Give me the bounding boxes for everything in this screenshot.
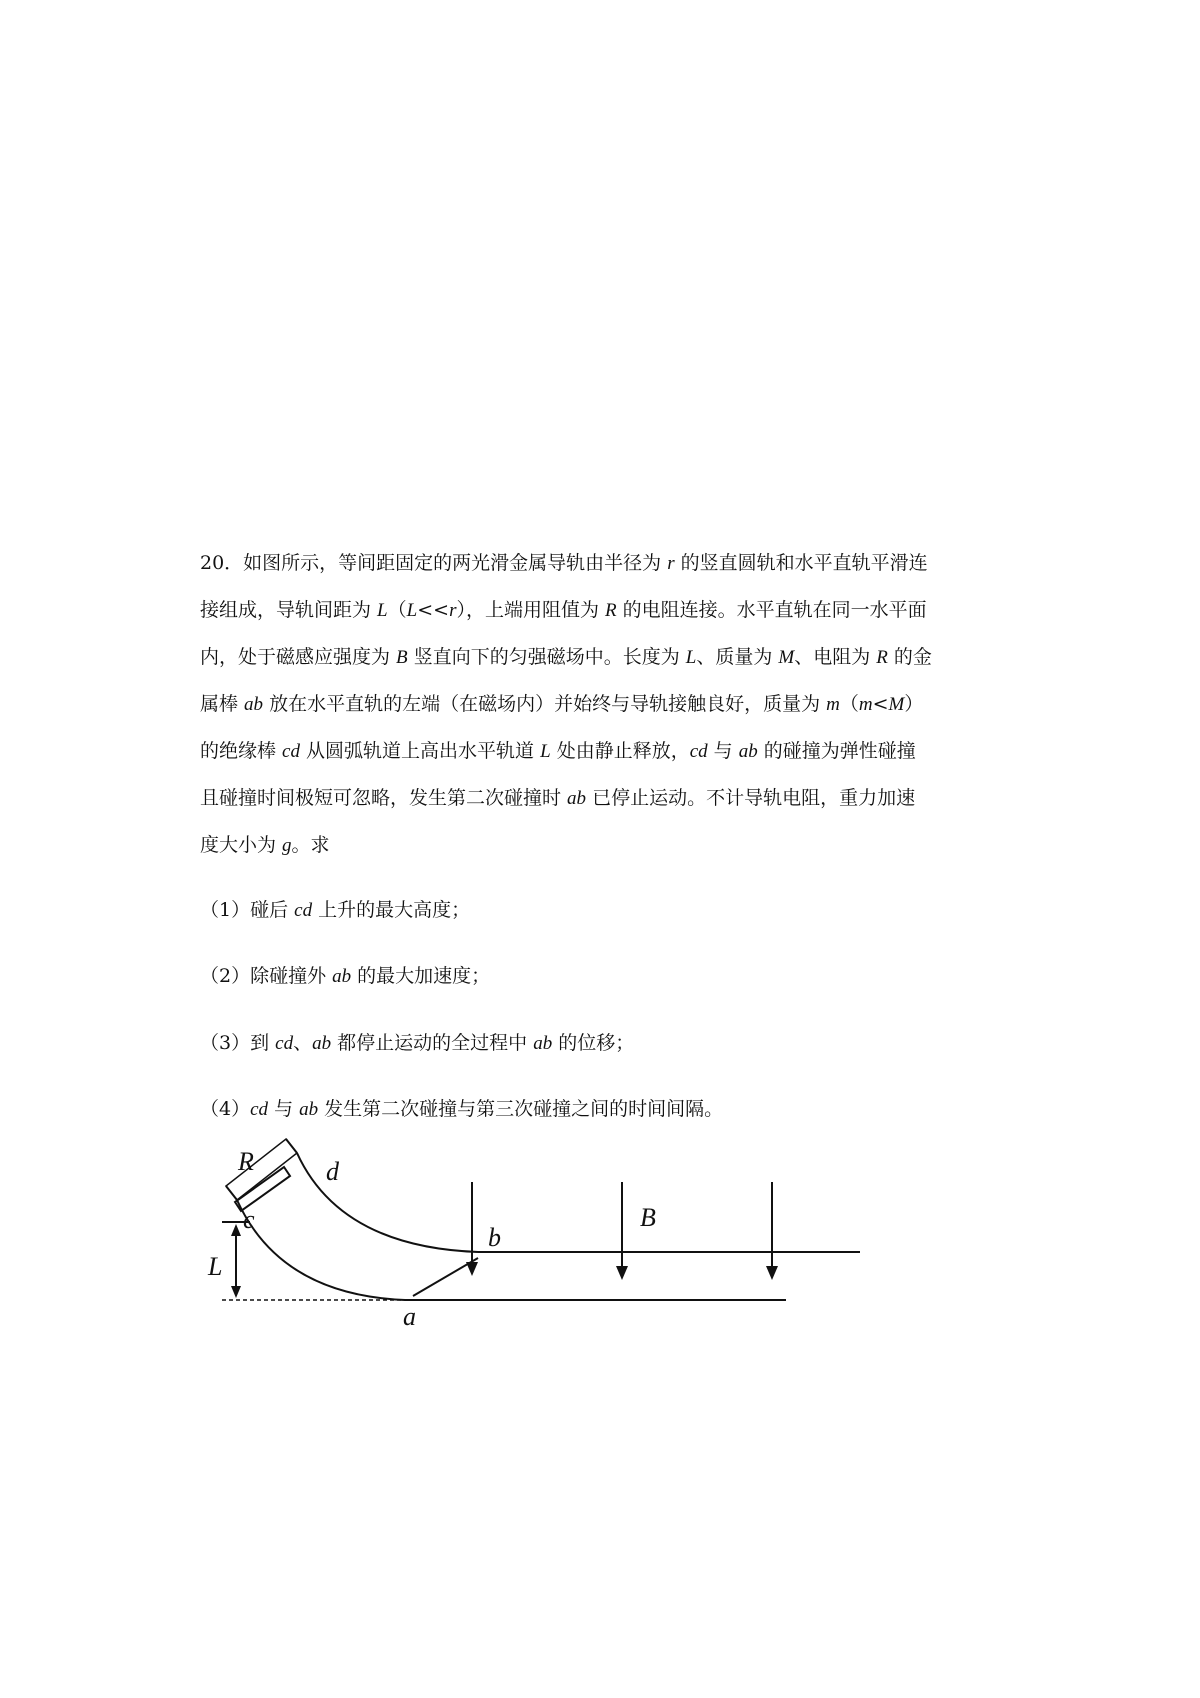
text-run: 的位移； (552, 1032, 635, 1054)
text-run: 竖直向下的匀强磁场中。长度为 (407, 646, 686, 668)
italic-symbol: cd (294, 900, 313, 921)
italic-symbol: r (449, 600, 457, 621)
text-run: ） (904, 693, 924, 715)
italic-symbol: g (282, 835, 292, 856)
text-run: < (872, 693, 889, 715)
upper-arc-rail (297, 1153, 478, 1252)
italic-symbol: ab (567, 788, 587, 809)
text-run: 都停止运动的全过程中 (331, 1032, 534, 1054)
text-run: ），上端用阻值为 (456, 599, 606, 621)
italic-symbol: ab (244, 694, 264, 715)
italic-symbol: m (858, 694, 873, 715)
label-B: B (640, 1203, 656, 1232)
italic-symbol: L (406, 600, 418, 621)
text-run: 发生第二次碰撞与第三次碰撞之间的时间间隔。 (318, 1098, 724, 1120)
text-run: 的碰撞为弹性碰撞 (757, 740, 916, 762)
italic-symbol: R (876, 647, 888, 668)
text-run: 已停止运动。不计导轨电阻，重力加速 (586, 787, 916, 809)
italic-symbol: cd (689, 741, 708, 762)
label-L: L (208, 1252, 223, 1281)
text-run: 的最大加速度； (351, 965, 491, 987)
text-run: 、电阻为 (794, 646, 877, 668)
text-run: 的绝缘棒 (200, 740, 283, 762)
text-run: 与 (268, 1098, 300, 1120)
text-run: 的金 (887, 646, 932, 668)
italic-symbol: M (888, 694, 905, 715)
text-run: 的竖直圆轨和水平直轨平滑连 (674, 552, 928, 574)
italic-symbol: m (826, 694, 840, 715)
field-arrowhead-1 (466, 1262, 478, 1276)
text-run: （4） (200, 1098, 251, 1120)
italic-symbol: cd (250, 1099, 269, 1120)
lower-arc-rail (237, 1200, 405, 1300)
text-run: 。求 (291, 834, 330, 856)
text-run: 从圆弧轨道上高出水平轨道 (299, 740, 541, 762)
text-run: 20．如图所示，等间距固定的两光滑金属导轨由半径为 (200, 552, 668, 574)
italic-symbol: R (605, 600, 617, 621)
text-run: （ (839, 693, 859, 715)
italic-symbol: r (667, 553, 675, 574)
dimension-arrow-up (231, 1224, 241, 1236)
text-run: 属棒 (200, 693, 245, 715)
field-arrowhead-3 (766, 1266, 778, 1280)
label-a: a (403, 1302, 416, 1331)
italic-symbol: L (377, 600, 388, 621)
text-run: 的电阻连接。水平直轨在同一水平面 (616, 599, 927, 621)
italic-symbol: ab (332, 966, 352, 987)
text-run: 度大小为 (200, 834, 283, 856)
text-run: 、 (293, 1032, 313, 1054)
italic-symbol: ab (312, 1033, 332, 1054)
text-run: （2）除碰撞外 (200, 965, 333, 987)
text-run: 放在水平直轨的左端（在磁场内）并始终与导轨接触良好，质量为 (263, 693, 827, 715)
text-run: 内，处于磁感应强度为 (200, 646, 397, 668)
italic-symbol: ab (533, 1033, 553, 1054)
italic-symbol: L (540, 741, 551, 762)
text-run: 、质量为 (696, 646, 779, 668)
label-d: d (326, 1157, 339, 1186)
italic-symbol: ab (738, 741, 758, 762)
italic-symbol: L (685, 647, 697, 668)
italic-symbol: cd (282, 741, 300, 762)
text-run: << (417, 599, 450, 621)
text-run: （3）到 (200, 1032, 276, 1054)
italic-symbol: B (396, 647, 408, 668)
label-c: c (243, 1205, 255, 1234)
label-b: b (488, 1223, 501, 1252)
text-run: 接组成，导轨间距为 (200, 599, 378, 621)
dimension-arrow-down (231, 1286, 241, 1298)
text-run: 处由静止释放， (550, 740, 690, 762)
field-arrowhead-2 (616, 1266, 628, 1280)
label-R: R (238, 1147, 254, 1176)
text-run: 且碰撞时间极短可忽略，发生第二次碰撞时 (200, 787, 568, 809)
italic-symbol: cd (275, 1033, 294, 1054)
text-run: 与 (707, 740, 739, 762)
italic-symbol: M (778, 647, 795, 668)
italic-symbol: ab (299, 1099, 319, 1120)
text-run: 上升的最大高度； (312, 899, 471, 921)
text-run: （ (387, 599, 407, 621)
text-run: （1）碰后 (200, 899, 295, 921)
